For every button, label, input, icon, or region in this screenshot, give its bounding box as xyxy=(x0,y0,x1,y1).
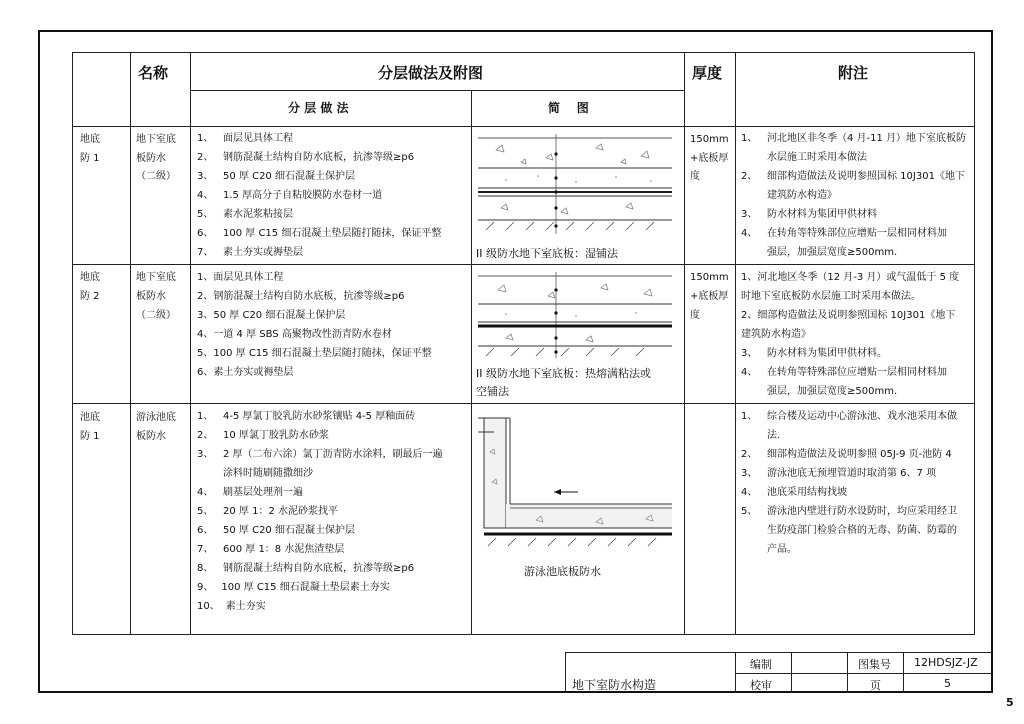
layer-item: 2、 钢筋混凝土结构自防水底板，抗渗等级≥p6 xyxy=(197,152,415,163)
row-name: （二级） xyxy=(136,171,176,182)
page-label: 页 xyxy=(870,679,881,692)
header-note: 附注 xyxy=(838,64,869,82)
row-name: 板防水 xyxy=(136,291,166,302)
subheader-diagram: 简 图 xyxy=(548,101,589,115)
diagram-caption: II 级防水地下室底板：湿铺法 xyxy=(476,247,618,260)
diagram-caption: 游泳池底板防水 xyxy=(524,565,601,578)
note-item: 1、 综合楼及运动中心游泳池、戏水池采用本做 xyxy=(741,411,957,422)
note-line: 产品。 xyxy=(767,544,797,555)
row-code: 防 1 xyxy=(80,431,100,442)
layer-item: 9、 100 厚 C15 细石混凝土垫层素土夯实 xyxy=(197,582,390,593)
layer-item: 8、 钢筋混凝土结构自防水底板，抗渗等级≥p6 xyxy=(197,563,415,574)
thickness-value: 度 xyxy=(690,310,700,321)
layer-item: 2、钢筋混凝土结构自防水底板，抗渗等级≥p6 xyxy=(197,291,405,302)
note-item: 3、 防水材料为集团甲供材料。 xyxy=(741,348,887,359)
thickness-value: 150mm xyxy=(690,272,729,283)
note-item: 4、 在转角等特殊部位应增贴一层相同材料加 xyxy=(741,228,947,239)
drawing-title: 地下室防水构造 xyxy=(572,678,657,692)
row-name: 板防水 xyxy=(136,153,166,164)
note-line: 建筑防水构造》 xyxy=(741,329,811,340)
note-line: 建筑防水构造》 xyxy=(767,190,837,201)
layer-item: 涂料时随刷随撒细沙 xyxy=(223,468,313,479)
row-name: 地下室底 xyxy=(136,134,176,145)
layer-item: 4、 刷基层处理剂一遍 xyxy=(197,487,303,498)
layer-item: 5、 素水泥浆粘接层 xyxy=(197,209,293,220)
page-number: 5 xyxy=(1006,696,1014,709)
note-item: 4、 池底采用结构找坡 xyxy=(741,487,847,498)
note-item: 2、 细部构造做法及说明参照国标 10J301《地下 xyxy=(741,171,965,182)
layer-item: 3、50 厚 C20 细石混凝土保护层 xyxy=(197,310,346,321)
layer-item: 2、 10 厚氯丁胶乳防水砂浆 xyxy=(197,430,329,441)
layer-item: 6、 100 厚 C15 细石混凝土垫层随打随抹，保证平整 xyxy=(197,228,442,239)
layer-item: 3、 2 厚（二布六涂）氯丁沥青防水涂料，刷最后一遍 xyxy=(197,449,443,460)
subheader-layers: 分 层 做 法 xyxy=(288,101,349,115)
note-item: 2、细部构造做法及说明参照国标 10J301《地下 xyxy=(741,310,956,321)
layer-item: 10、 素土夯实 xyxy=(197,601,266,612)
row-code: 池底 xyxy=(80,412,100,423)
note-item: 5、 游泳池内壁进行防水设防时，均应采用经卫 xyxy=(741,506,957,517)
reviewed-label: 校审 xyxy=(750,679,772,692)
note-item: 2、 细部构造做法及说明参照 05J-9 页-池防 4 xyxy=(741,449,952,460)
note-line: 强层，加强层宽度≥500mm. xyxy=(767,247,898,258)
atlas-label: 图集号 xyxy=(858,658,891,671)
note-item: 4、 在转角等特殊部位应增贴一层相同材料加 xyxy=(741,367,947,378)
row-code: 地底 xyxy=(80,134,100,145)
note-item: 1、河北地区冬季（12 月-3 月）或气温低于 5 度 xyxy=(741,272,960,283)
thickness-value: +底板厚 xyxy=(690,153,729,164)
row-name: （二级） xyxy=(136,310,176,321)
page-value: 5 xyxy=(944,677,951,690)
thickness-value: 度 xyxy=(690,171,700,182)
layer-item: 1、 面层见具体工程 xyxy=(197,133,293,144)
header-method: 分层做法及附图 xyxy=(378,64,484,82)
floor-section-diagram-2 xyxy=(476,272,676,362)
floor-section-diagram-1 xyxy=(476,134,676,240)
atlas-value: 12HDSJZ-JZ xyxy=(914,656,978,669)
row-name: 游泳池底 xyxy=(136,412,176,423)
layer-item: 7、 600 厚 1：8 水泥焦渣垫层 xyxy=(197,544,345,555)
layer-item: 7、 素土夯实或褥垫层 xyxy=(197,247,303,258)
note-item: 3、 防水材料为集团甲供材料 xyxy=(741,209,877,220)
layer-item: 6、 50 厚 C20 细石混凝土保护层 xyxy=(197,525,355,536)
note-line: 生防疫部门检验合格的无毒、防菌、防霉的 xyxy=(767,525,957,536)
note-item: 1、 河北地区非冬季（4 月-11 月）地下室底板防 xyxy=(741,133,967,144)
compiled-label: 编制 xyxy=(750,658,772,671)
diagram-caption: 空铺法 xyxy=(476,385,509,398)
diagram-caption: II 级防水地下室底板：热熔满粘法或 xyxy=(476,367,651,380)
layer-item: 5、 20 厚 1：2 水泥砂浆找平 xyxy=(197,506,338,517)
layer-item: 1、 4-5 厚氯丁胶乳防水砂浆镶贴 4-5 厚釉面砖 xyxy=(197,411,416,422)
pool-section-diagram xyxy=(476,412,676,552)
row-code: 地底 xyxy=(80,272,100,283)
note-line: 强层，加强层宽度≥500mm. xyxy=(767,386,898,397)
thickness-value: 150mm xyxy=(690,134,729,145)
header-name: 名称 xyxy=(138,64,169,82)
row-code: 防 1 xyxy=(80,153,100,164)
header-thickness: 厚度 xyxy=(692,64,723,82)
note-item: 3、 游泳池底无预埋管道时取消第 6、7 项 xyxy=(741,468,937,479)
note-line: 时地下室底板防水层施工时采用本做法。 xyxy=(741,291,921,302)
layer-item: 5、100 厚 C15 细石混凝土垫层随打随抹，保证平整 xyxy=(197,348,432,359)
layer-item: 4、一道 4 厚 SBS 高聚物改性沥青防水卷材 xyxy=(197,329,392,340)
layer-item: 6、素土夯实或褥垫层 xyxy=(197,367,294,378)
row-code: 防 2 xyxy=(80,291,100,302)
row-name: 板防水 xyxy=(136,431,166,442)
note-line: 水层施工时采用本做法 xyxy=(767,152,867,163)
note-line: 法. xyxy=(767,430,781,441)
layer-item: 4、 1.5 厚高分子自粘胶膜防水卷材一道 xyxy=(197,190,383,201)
row-name: 地下室底 xyxy=(136,272,176,283)
thickness-value: +底板厚 xyxy=(690,291,729,302)
layer-item: 1、面层见具体工程 xyxy=(197,272,284,283)
layer-item: 3、 50 厚 C20 细石混凝土保护层 xyxy=(197,171,355,182)
